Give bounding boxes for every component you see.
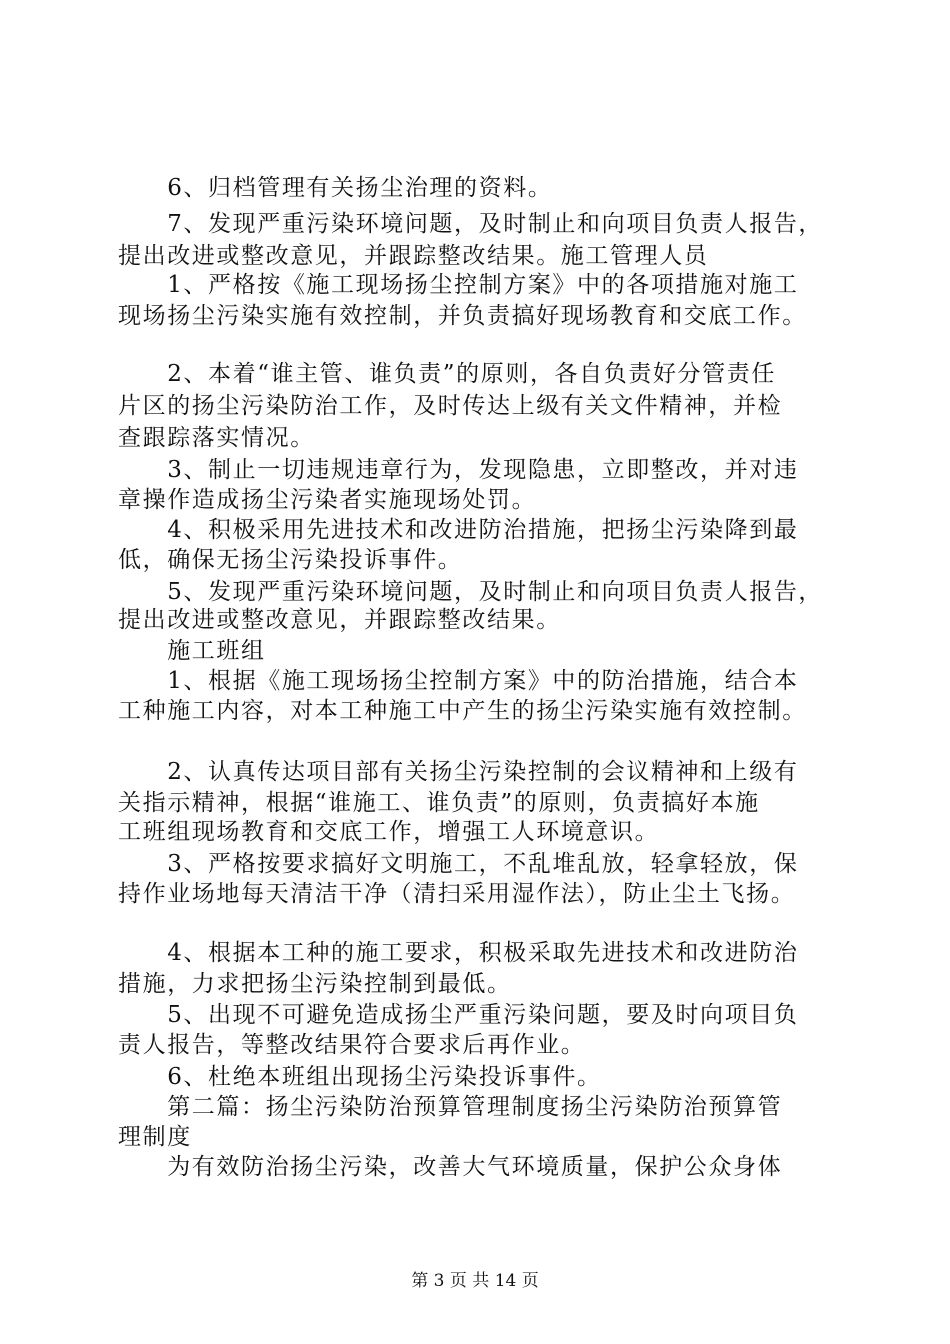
text-line: 4、根据本工种的施工要求，积极采取先进技术和改进防治 [118, 940, 799, 966]
text-line: 现场扬尘污染实施有效控制，并负责搞好现场教育和交底工作。 [118, 303, 807, 329]
text-line: 理制度 [118, 1124, 192, 1150]
text-line: 章操作造成扬尘污染者实施现场处罚。 [118, 487, 537, 513]
text-line: 5、发现严重污染环境问题，及时制止和向项目负责人报告， [118, 579, 824, 605]
text-line: 施工班组 [118, 638, 266, 664]
text-line: 1、根据《施工现场扬尘控制方案》中的防治措施，结合本 [118, 668, 799, 694]
text-line: 责人报告，等整改结果符合要求后再作业。 [118, 1032, 586, 1058]
text-line: 措施，力求把扬尘污染控制到最低。 [118, 971, 512, 997]
text-line: 1、严格按《施工现场扬尘控制方案》中的各项措施对施工 [118, 272, 799, 298]
text-line: 2、本着“谁主管、谁负责”的原则，各自负责好分管责任 [118, 361, 776, 387]
text-line: 持作业场地每天清洁干净（清扫采用湿作法），防止尘土飞扬。 [118, 881, 796, 907]
text-line: 关指示精神，根据“谁施工、谁负责”的原则，负责搞好本施 [118, 790, 760, 816]
text-line: 工班组现场教育和交底工作，增强工人环境意识。 [118, 819, 660, 845]
text-line: 7、发现严重污染环境问题，及时制止和向项目负责人报告， [118, 211, 824, 237]
text-line: 6、杜绝本班组出现扬尘污染投诉事件。 [118, 1064, 602, 1090]
text-line: 4、积极采用先进技术和改进防治措施，把扬尘污染降到最 [118, 517, 799, 543]
text-line: 为有效防治扬尘污染，改善大气环境质量，保护公众身体 [118, 1154, 783, 1180]
text-line: 提出改进或整改意见，并跟踪整改结果。施工管理人员 [118, 243, 709, 269]
text-line: 低，确保无扬尘污染投诉事件。 [118, 547, 463, 573]
text-line: 查跟踪落实情况。 [118, 425, 315, 451]
text-line: 工种施工内容，对本工种施工中产生的扬尘污染实施有效控制。 [118, 698, 807, 724]
text-line: 提出改进或整改意见，并跟踪整改结果。 [118, 607, 561, 633]
text-line: 6、归档管理有关扬尘治理的资料。 [118, 175, 553, 201]
text-line: 3、严格按要求搞好文明施工，不乱堆乱放，轻拿轻放，保 [118, 851, 799, 877]
text-line: 第二篇：扬尘污染防治预算管理制度扬尘污染防治预算管 [118, 1094, 783, 1120]
text-line: 片区的扬尘污染防治工作，及时传达上级有关文件精神，并检 [118, 393, 783, 419]
text-line: 3、制止一切违规违章行为，发现隐患，立即整改，并对违 [118, 457, 799, 483]
text-line: 5、出现不可避免造成扬尘严重污染问题，要及时向项目负 [118, 1002, 799, 1028]
text-line: 2、认真传达项目部有关扬尘污染控制的会议精神和上级有 [118, 759, 799, 785]
page-number-footer: 第 3 页 共 14 页 [411, 1271, 539, 1291]
